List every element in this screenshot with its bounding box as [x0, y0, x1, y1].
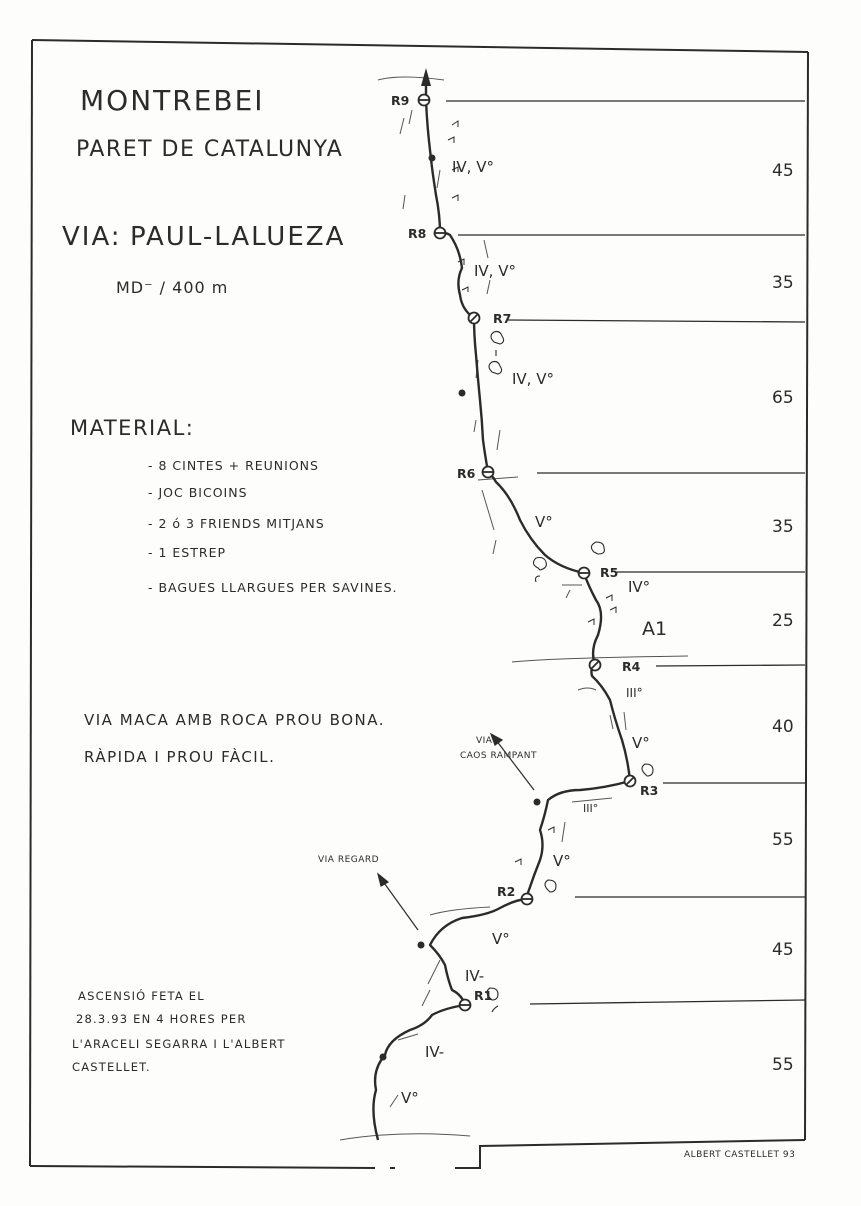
pitch-length-2: 45	[772, 940, 794, 960]
tree-icon	[642, 764, 653, 776]
ascent-line1: ASCENSIÓ FETA EL	[78, 989, 205, 1003]
belay-r2	[522, 894, 533, 905]
pitch-length-4: 40	[772, 717, 794, 737]
route-exit-arrow	[421, 68, 431, 86]
arrow-regard-head	[378, 874, 388, 886]
grade-p5-aid: A1	[642, 618, 668, 640]
page-title: MONTREBEI	[80, 84, 265, 117]
belay-label-r7: R7	[493, 311, 512, 326]
tree-icon	[591, 542, 604, 554]
bolt-p1	[380, 1054, 387, 1061]
author-signature: ALBERT CASTELLET 93	[684, 1150, 796, 1160]
frame-top-border	[32, 40, 808, 52]
ascent-line4: CASTELLET.	[72, 1060, 151, 1074]
arrow-caos-rampant	[496, 740, 534, 790]
grade-p6: V°	[535, 513, 553, 531]
rock-strokes-r5	[562, 585, 582, 598]
arrow-regard	[382, 880, 418, 930]
pitch-length-9: 45	[772, 161, 794, 181]
grade-p2: V°	[553, 852, 571, 870]
grade-p3-low: III°	[583, 802, 599, 815]
tree-icon	[489, 362, 502, 375]
piton-marks-p2	[515, 827, 554, 865]
grade-p9: IV, V°	[452, 158, 494, 176]
ascent-line3: L'ARACELI SEGARRA I L'ALBERT	[72, 1037, 286, 1051]
tree-icon	[545, 880, 556, 892]
belay-r6	[483, 467, 494, 478]
grade-p7: IV, V°	[512, 370, 554, 388]
material-item: - JOC BICOINS	[148, 485, 248, 500]
grade-p1-low: V°	[401, 1089, 419, 1107]
arrow-caos-head	[491, 734, 502, 745]
bolt-p3	[534, 799, 541, 806]
divider-r1	[530, 1000, 805, 1004]
pitch-length-1: 55	[772, 1055, 794, 1075]
side-route-labels	[318, 736, 537, 865]
belay-r8	[435, 228, 446, 239]
grade-p2-low: V°	[492, 930, 510, 948]
grade-p4: III°	[626, 686, 643, 700]
material-item: - BAGUES LLARGUES PER SAVINES.	[148, 580, 398, 595]
bolt-p7	[459, 390, 466, 397]
grade-p1-top: IV-	[465, 967, 485, 985]
grade-p3: V°	[632, 734, 650, 752]
belay-r5	[579, 568, 590, 579]
belay-label-r3: R3	[640, 783, 659, 798]
belay-r1	[460, 1000, 471, 1011]
pitch-length-7: 65	[772, 388, 794, 408]
ascent-line2: 28.3.93 EN 4 HORES PER	[76, 1012, 247, 1026]
belay-label-r6: R6	[457, 466, 476, 481]
material-item: - 1 ESTREP	[148, 545, 226, 560]
pitch-length-5: 25	[772, 611, 794, 631]
frame-left-border	[30, 40, 32, 1166]
belay-r4	[590, 660, 601, 671]
belay-r3	[625, 776, 636, 787]
frame-right-border	[805, 52, 808, 1140]
divider-r7	[508, 320, 805, 322]
pitch-length-3: 55	[772, 830, 794, 850]
via-grade-length: MD⁻ / 400 m	[116, 278, 229, 297]
route-note-line2: RÀPIDA I PROU FÀCIL.	[84, 748, 276, 766]
grade-p8: IV, V°	[474, 262, 516, 280]
frame-bottom-border-left	[30, 1166, 375, 1168]
belay-label-r4: R4	[622, 659, 641, 674]
rock-top-ledge	[378, 77, 444, 80]
route-note-line1: VIA MACA AMB ROCA PROU BONA.	[84, 711, 385, 729]
rock-strokes-p6	[478, 477, 518, 554]
belay-label-r9: R9	[391, 93, 410, 108]
belay-label-r5: R5	[600, 565, 619, 580]
material-heading: MATERIAL:	[70, 416, 195, 440]
belay-r7	[469, 313, 480, 324]
belay-label-r8: R8	[408, 226, 427, 241]
pitch-length-8: 35	[772, 273, 794, 293]
pitch-length-6: 35	[772, 517, 794, 537]
belay-label-r2: R2	[497, 884, 516, 899]
side-route-caos-2: CAOS RAMPANT	[460, 751, 537, 761]
tree-icon	[491, 332, 504, 357]
rock-strokes-p4	[578, 688, 626, 730]
page-subtitle: PARET DE CATALUNYA	[76, 137, 344, 162]
belay-r9	[419, 95, 430, 106]
grade-labels	[401, 158, 667, 1107]
belay-labels	[391, 93, 658, 1003]
divider-r4	[656, 665, 805, 666]
material-item: - 2 ó 3 FRIENDS MITJANS	[148, 516, 325, 531]
pitch-dividers	[446, 101, 805, 1004]
material-item: - 8 CINTES + REUNIONS	[148, 458, 319, 473]
via-prefix: VIA:	[62, 222, 122, 252]
grade-p5-top: IV°	[628, 578, 651, 596]
rock-texture	[340, 77, 688, 1140]
rock-base-ledge	[340, 1134, 470, 1140]
pitch-lengths	[772, 161, 794, 1075]
bolt-p9	[429, 155, 436, 162]
side-route-caos-1: VIA	[476, 736, 493, 746]
bolt-p2	[418, 942, 425, 949]
via-name: PAUL-LALUEZA	[130, 222, 346, 252]
side-route-arrows	[378, 734, 534, 930]
grade-p1-mid: IV-	[425, 1043, 445, 1061]
belay-label-r1: R1	[474, 988, 493, 1003]
side-route-regard: VIA REGARD	[318, 855, 380, 865]
tree-icon	[533, 558, 546, 583]
